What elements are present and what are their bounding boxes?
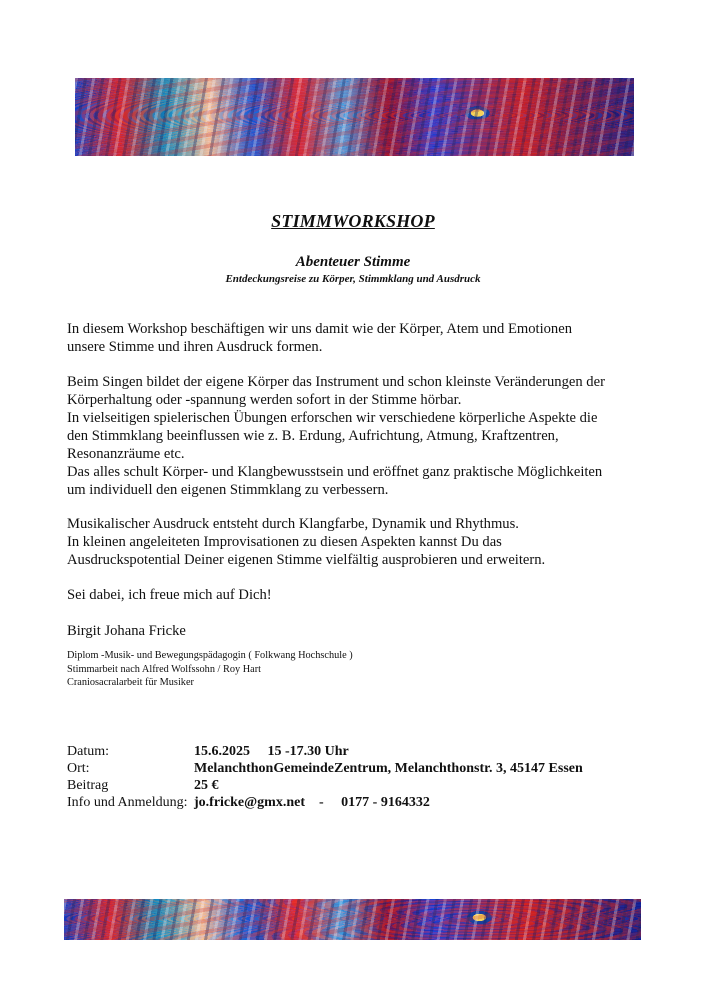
text-line: um individuell den eigenen Stimmklang zu verbessern. [67, 482, 389, 498]
text-line: den Stimmklang beeinflussen wie z. B. Erdung, Aufrichtung, Atmung, Kraftzentren, [67, 428, 559, 444]
text-line: Musikalischer Ausdruck entsteht durch Klangfarbe, Dynamik und Rhythmus. [67, 516, 519, 532]
text-line: In diesem Workshop beschäftigen wir uns damit wie der Körper, Atem und Emotionen [67, 321, 572, 337]
invitation-line [67, 586, 647, 604]
author-name: Birgit Johana Fricke [67, 623, 186, 639]
info-label: Ort: [67, 761, 90, 776]
text-line: In kleinen angeleiteten Improvisationen zu diesen Aspekten kannst Du das [67, 534, 502, 550]
credential-line: Craniosacralarbeit für Musiker [67, 677, 194, 688]
info-label: Beitrag [67, 778, 109, 793]
text-line: unsere Stimme und ihren Ausdruck formen. [67, 339, 323, 355]
text-line: Körperhaltung oder -spannung werden sofort in der Stimme hörbar. [67, 392, 462, 408]
text-line: Beim Singen bildet der eigene Körper das Instrument und schon kleinste Veränderungen der [67, 374, 605, 390]
credential-line: Stimmarbeit nach Alfred Wolfssohn / Roy Hart [67, 663, 262, 675]
intro-paragraph [67, 320, 647, 356]
author-credentials [67, 649, 353, 690]
text-line: In vielseitigen spielerischen Übungen erforschen wir verschiedene körperliche Aspekte die [67, 410, 598, 426]
document-subtitle: Abenteuer Stimme [295, 254, 411, 270]
info-label: Info und Anmeldung: [67, 795, 188, 810]
decorative-painting-banner-bottom [64, 899, 641, 940]
text-line: Resonanzräume etc. [67, 446, 185, 462]
document-title: STIMMWORKSHOP [271, 211, 435, 231]
info-value: jo.fricke@gmx.net - 0177 - 9164332 [194, 795, 430, 810]
text-line: Sei dabei, ich freue mich auf Dich! [67, 587, 272, 603]
text-line: Ausdruckspotential Deiner eigenen Stimme vielfältig ausprobieren und erweitern. [67, 552, 546, 568]
body-paragraph-singing [67, 373, 647, 499]
document-tagline: Entdeckungsreise zu Körper, Stimmklang und Ausdruck [225, 273, 481, 285]
info-label: Datum: [67, 744, 109, 759]
credential-line: Diplom -Musik- und Bewegungspädagogin ( Folkwang Hochschule ) [67, 650, 353, 661]
decorative-painting-banner-top [75, 78, 634, 156]
text-line: Das alles schult Körper- und Klangbewusstsein und eröffnet ganz praktische Möglichkeiten [67, 464, 603, 480]
info-value: 15.6.2025 15 -17.30 Uhr [194, 744, 349, 759]
body-paragraph-expression [67, 515, 647, 569]
info-value: 25 € [194, 778, 219, 793]
info-value: MelanchthonGemeindeZentrum, Melanchthonstr. 3, 45147 Essen [194, 761, 583, 776]
